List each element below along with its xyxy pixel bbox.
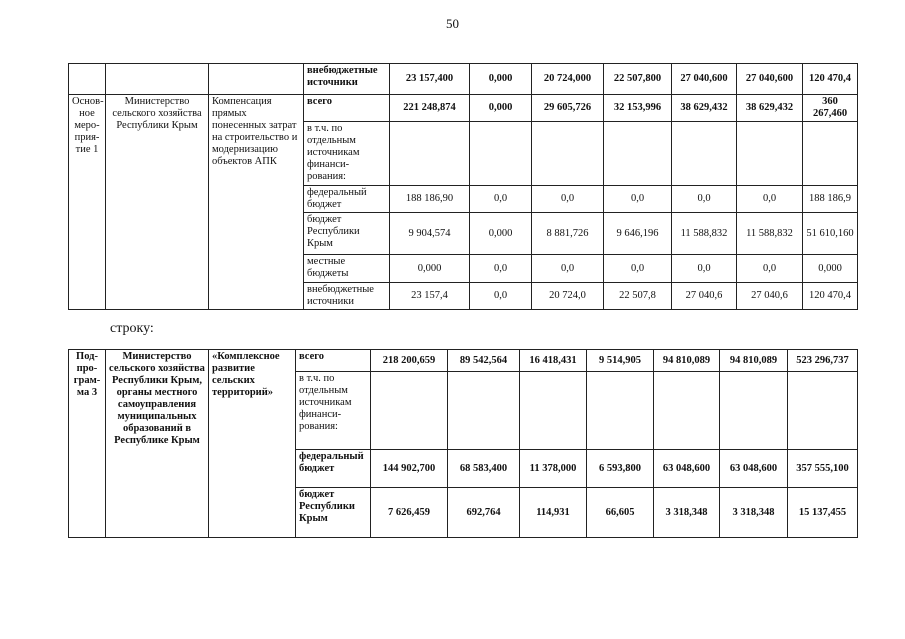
subprogram-cell: Под-про-грам-ма 3 xyxy=(69,350,106,538)
source-label: федеральный бюджет xyxy=(296,450,371,488)
cell-value: 20 724,0 xyxy=(532,283,604,310)
cell-value: 29 605,726 xyxy=(532,95,604,122)
funding-table-2 xyxy=(68,349,858,538)
cell-value: 0,0 xyxy=(604,255,672,283)
cell-value: 0,000 xyxy=(390,255,470,283)
cell-value: 32 153,996 xyxy=(604,95,672,122)
cell-value: 7 626,459 xyxy=(371,488,448,538)
cell-value: 0,0 xyxy=(470,283,532,310)
cell-value: 114,931 xyxy=(520,488,587,538)
cell-value: 0,0 xyxy=(672,186,737,213)
cell-value: 27 040,6 xyxy=(672,283,737,310)
cell-value: 218 200,659 xyxy=(371,350,448,372)
table-row xyxy=(69,350,858,372)
cell-value: 6 593,800 xyxy=(587,450,654,488)
funding-table-1 xyxy=(68,63,858,310)
cell-value: 0,000 xyxy=(470,95,532,122)
cell-value: 144 902,700 xyxy=(371,450,448,488)
between-text: строку: xyxy=(110,321,154,336)
source-label: бюджет Республики Крым xyxy=(296,488,371,538)
cell-value: 23 157,4 xyxy=(390,283,470,310)
cell-value: 357 555,100 xyxy=(788,450,858,488)
source-label: в т.ч. по отдельным источникам финанси-рования: xyxy=(296,372,371,450)
cell-value: 0,0 xyxy=(737,186,803,213)
cell-value: 38 629,432 xyxy=(737,95,803,122)
cell-value: 89 542,564 xyxy=(448,350,520,372)
cell-value: 94 810,089 xyxy=(720,350,788,372)
cell-value: 11 588,832 xyxy=(737,213,803,255)
cell-value: 20 724,000 xyxy=(532,64,604,95)
table-row xyxy=(69,95,858,122)
source-label: бюджет Республики Крым xyxy=(304,213,390,255)
cell-value: 120 470,4 xyxy=(803,283,858,310)
cell-value: 188 186,90 xyxy=(390,186,470,213)
cell-value: 68 583,400 xyxy=(448,450,520,488)
cell-value: 27 040,6 xyxy=(737,283,803,310)
cell-value: 120 470,4 xyxy=(803,64,858,95)
cell-value: 3 318,348 xyxy=(654,488,720,538)
cell-value: 0,000 xyxy=(470,64,532,95)
cell-value: 27 040,600 xyxy=(672,64,737,95)
cell-value: 23 157,400 xyxy=(390,64,470,95)
cell-value: 9 904,574 xyxy=(390,213,470,255)
cell-value: 221 248,874 xyxy=(390,95,470,122)
cell-value: 0,0 xyxy=(532,255,604,283)
cell-value: 3 318,348 xyxy=(720,488,788,538)
description-cell: «Комплексное развитие сельских территорий» xyxy=(209,350,296,538)
measure-cell: Основ-ное меро-прия-тие 1 xyxy=(69,95,106,310)
executor-cell: Министерство сельского хозяйства Республики Крым xyxy=(106,95,209,310)
page-number: 50 xyxy=(446,16,459,31)
source-label: внебюджетные источники xyxy=(304,64,390,95)
cell-value: 94 810,089 xyxy=(654,350,720,372)
source-label: в т.ч. по отдельным источникам финанси-рования: xyxy=(304,122,390,186)
description-cell: Компенсация прямых понесенных затрат на строительство и модернизацию объектов АПК xyxy=(209,95,304,310)
cell-value: 9 646,196 xyxy=(604,213,672,255)
table-row xyxy=(69,64,858,95)
cell-value: 0,000 xyxy=(803,255,858,283)
cell-value: 188 186,9 xyxy=(803,186,858,213)
cell-value: 22 507,8 xyxy=(604,283,672,310)
cell-value: 0,0 xyxy=(470,255,532,283)
source-label: всего xyxy=(296,350,371,372)
cell-value: 66,605 xyxy=(587,488,654,538)
cell-value: 15 137,455 xyxy=(788,488,858,538)
executor-cell: Министерство сельского хозяйства Республики Крым, органы местного самоуправления муниципальных образований в Республике Крым xyxy=(106,350,209,538)
cell-value: 38 629,432 xyxy=(672,95,737,122)
cell-value: 51 610,160 xyxy=(803,213,858,255)
cell-value: 0,000 xyxy=(470,213,532,255)
source-label: федеральный бюджет xyxy=(304,186,390,213)
cell-value: 9 514,905 xyxy=(587,350,654,372)
cell-value: 523 296,737 xyxy=(788,350,858,372)
cell-value: 11 378,000 xyxy=(520,450,587,488)
cell-value: 0,0 xyxy=(604,186,672,213)
cell-value: 0,0 xyxy=(672,255,737,283)
cell-value: 22 507,800 xyxy=(604,64,672,95)
cell-value: 16 418,431 xyxy=(520,350,587,372)
cell-value: 63 048,600 xyxy=(654,450,720,488)
cell-value: 63 048,600 xyxy=(720,450,788,488)
source-label: местные бюджеты xyxy=(304,255,390,283)
cell-value: 0,0 xyxy=(532,186,604,213)
cell-value: 11 588,832 xyxy=(672,213,737,255)
source-label: внебюджетные источники xyxy=(304,283,390,310)
cell-value: 692,764 xyxy=(448,488,520,538)
cell-value: 0,0 xyxy=(470,186,532,213)
cell-value: 8 881,726 xyxy=(532,213,604,255)
cell-value: 27 040,600 xyxy=(737,64,803,95)
cell-value: 0,0 xyxy=(737,255,803,283)
source-label: всего xyxy=(304,95,390,122)
cell-value: 360 267,460 xyxy=(803,95,858,122)
